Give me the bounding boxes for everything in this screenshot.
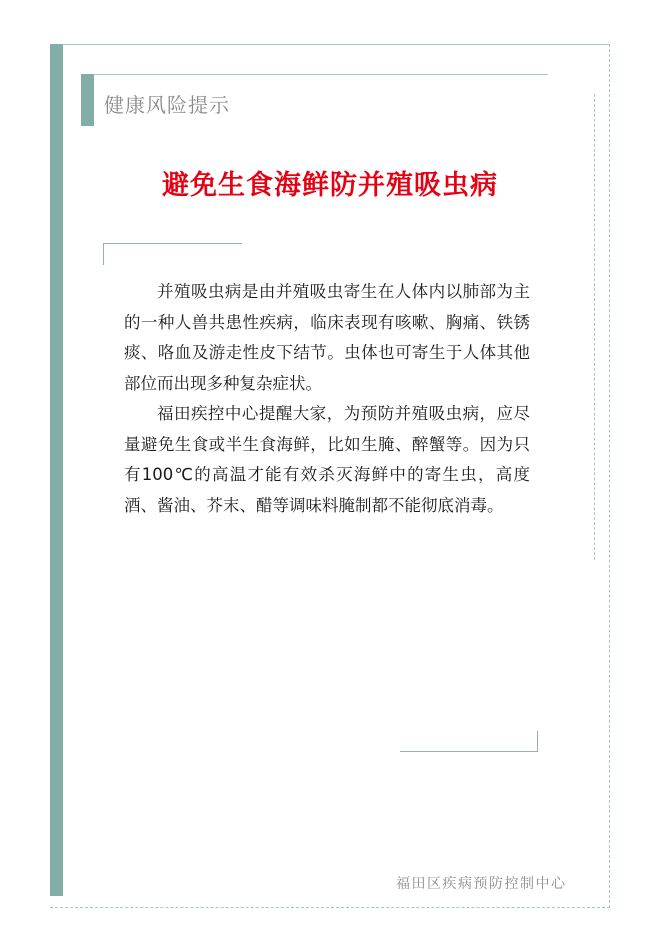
- top-border-line: [63, 44, 610, 45]
- page-title: 避免生食海鲜防并殖吸虫病: [162, 170, 498, 201]
- section-label: 健康风险提示: [104, 93, 230, 117]
- bracket-bottom-right-horizontal: [400, 751, 538, 752]
- bottom-dashed-border: [50, 907, 610, 908]
- bracket-top-left-vertical: [103, 243, 104, 265]
- body-paragraph: 福田疾控中心提醒大家，为预防并殖吸虫病，应尽量避免生食或半生食海鲜，比如生腌、醉蟹等。因为只有100℃的高温才能有效杀灭海鲜中的寄生虫，高度酒、酱油、芥末、醋等调味料腌制都不能彻底消毒。: [124, 404, 530, 515]
- bracket-top-left-horizontal: [103, 243, 242, 244]
- header-top-line: [94, 74, 548, 75]
- body-paragraph: 并殖吸虫病是由并殖吸虫寄生在人体内以肺部为主的一种人兽共患性疾病，临床表现有咳嗽、胸痛、铁锈痰、咯血及游走性皮下结节。虫体也可寄生于人体其他部位而出现多种复杂症状。: [124, 282, 530, 393]
- header-accent-block: [81, 74, 94, 126]
- footer-organization: 福田区疾病预防控制中心: [396, 876, 567, 892]
- body-content: [124, 277, 530, 521]
- bracket-bottom-right-vertical: [537, 731, 538, 752]
